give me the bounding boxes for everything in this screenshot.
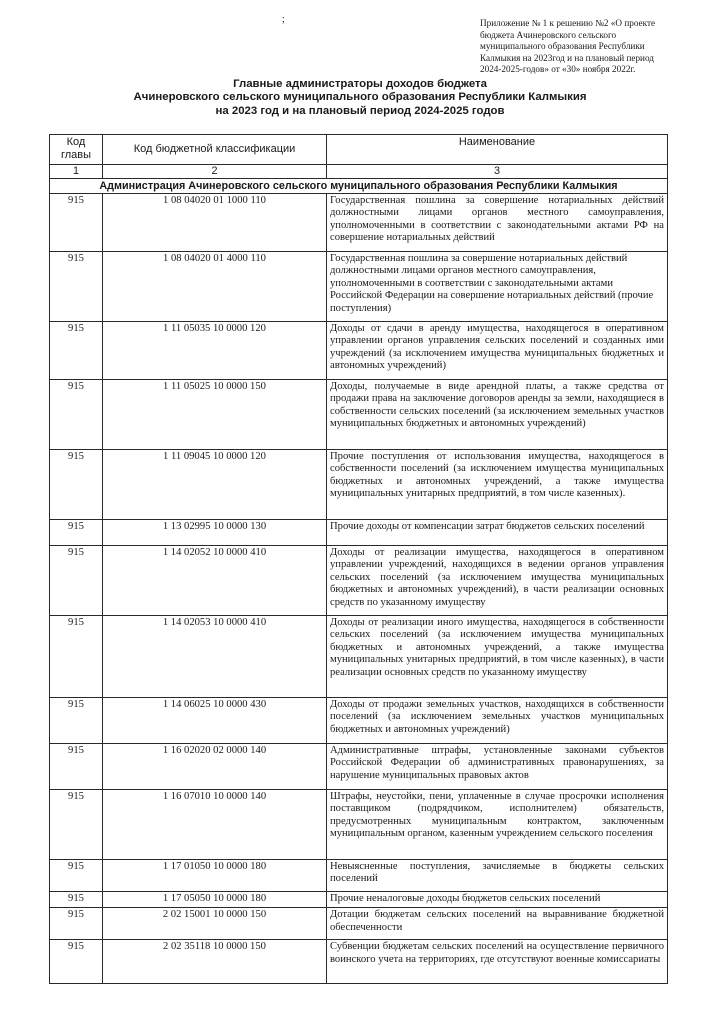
- code-cell: 1 16 07010 10 0000 140: [103, 790, 327, 860]
- chapter-cell: 915: [50, 194, 103, 252]
- table-row: [50, 194, 668, 252]
- name-cell: Прочие поступления от использования имущества, находящегося в собственности поселений (за исключением имущества муниципальных бюджетных и автономных учреждений, а также имущества муниципальных унитарных предприятий, в том числе казенных).: [327, 450, 668, 520]
- table-row: [50, 450, 668, 520]
- table-row: [50, 380, 668, 450]
- chapter-cell: 915: [50, 790, 103, 860]
- code-cell: 2 02 15001 10 0000 150: [103, 908, 327, 940]
- chapter-cell: 915: [50, 520, 103, 546]
- code-cell: 1 17 05050 10 0000 180: [103, 892, 327, 908]
- name-cell: Доходы, получаемые в виде арендной платы, а также средства от продажи права на заключение договоров аренды за земли, находящиеся в собственности сельских поселений (за исключением земельных участков муниципальных бюджетных и автономных учреждений): [327, 380, 668, 450]
- name-cell: Прочие доходы от компенсации затрат бюджетов сельских поселений: [327, 520, 668, 546]
- chapter-cell: 915: [50, 860, 103, 892]
- name-cell: Невыясненные поступления, зачисляемые в бюджеты сельских поселений: [327, 860, 668, 892]
- name-cell: Доходы от реализации имущества, находящегося в оперативном управлении учреждений, находящихся в ведении органов управления сельских поселений (за исключением имущества муниципальных бюджетных и автономных учреждений), в части реализации основных средств по указанному имуществу: [327, 546, 668, 616]
- annex-line: Приложение № 1 к решению №2 «О проекте: [480, 18, 656, 28]
- header-chapter: Код главы: [50, 135, 103, 165]
- title-line: на 2023 год и на плановый период 2024-2025 годов: [215, 104, 505, 117]
- table-row: [50, 698, 668, 744]
- chapter-cell: 915: [50, 940, 103, 984]
- chapter-cell: 915: [50, 744, 103, 790]
- document-title: [90, 78, 630, 118]
- section-title: Администрация Ачинеровского сельского муниципального образования Республики Калмыкия: [50, 178, 668, 193]
- chapter-cell: 915: [50, 698, 103, 744]
- table-row: [50, 892, 668, 908]
- column-number: 3: [327, 165, 668, 179]
- name-cell: Государственная пошлина за совершение нотариальных действий должностными лицами органов местного самоуправления, уполномоченными в соответствии с законодательными актами Российской Федерации на совершение нотариальных действий (прочие поступления): [327, 252, 668, 322]
- code-cell: 2 02 35118 10 0000 150: [103, 940, 327, 984]
- code-cell: 1 13 02995 10 0000 130: [103, 520, 327, 546]
- header-row: [50, 135, 668, 165]
- header-name: Наименование: [327, 135, 668, 165]
- title-line: Ачинеровского сельского муниципального образования Республики Калмыкия: [133, 91, 587, 104]
- column-number: 2: [103, 165, 327, 179]
- name-cell: Доходы от продажи земельных участков, находящихся в собственности поселений (за исключением земельных участков муниципальных бюджетных и автономных учреждений): [327, 698, 668, 744]
- stray-mark: ;: [282, 14, 285, 25]
- name-cell: Административные штрафы, установленные законами субъектов Российской Федерации об административных правонарушениях, за нарушение муниципальных правовых актов: [327, 744, 668, 790]
- title-line: Главные администраторы доходов бюджета: [233, 78, 487, 90]
- chapter-cell: 915: [50, 252, 103, 322]
- name-cell: Штрафы, неустойки, пени, уплаченные в случае просрочки исполнения поставщиком (подрядчиком, исполнителем) обязательств, предусмотренных муниципальным контрактом, заключенным муниципальным органом, казенным учреждением сельского поселения: [327, 790, 668, 860]
- code-cell: 1 14 02053 10 0000 410: [103, 616, 327, 698]
- code-cell: 1 11 05035 10 0000 120: [103, 322, 327, 380]
- table-row: [50, 908, 668, 940]
- section-row: [50, 178, 668, 193]
- name-cell: Доходы от сдачи в аренду имущества, находящегося в оперативном управлении органов управления сельских поселений и созданных ими учреждений (за исключением имущества муниципальных бюджетных и автономных учреждений): [327, 322, 668, 380]
- chapter-cell: 915: [50, 908, 103, 940]
- chapter-cell: 915: [50, 380, 103, 450]
- table-row: [50, 252, 668, 322]
- annex-line: муниципального образования Республики: [480, 41, 645, 52]
- chapter-cell: 915: [50, 892, 103, 908]
- name-cell: Государственная пошлина за совершение нотариальных действий должностными лицами органов местного самоуправления, уполномоченными в соответствии с законодательными актами РФ на совершение нотариальных действий: [327, 194, 668, 252]
- revenue-administrators-table: [49, 134, 668, 984]
- table-row: [50, 860, 668, 892]
- chapter-cell: 915: [50, 616, 103, 698]
- code-cell: 1 14 06025 10 0000 430: [103, 698, 327, 744]
- name-cell: Прочие неналоговые доходы бюджетов сельских поселений: [327, 892, 668, 908]
- code-cell: 1 16 02020 02 0000 140: [103, 744, 327, 790]
- table-row: [50, 520, 668, 546]
- name-cell: Доходы от реализации иного имущества, находящегося в собственности сельских поселений (за исключением имущества муниципальных бюджетных и автономных учреждений, а также имущества муниципальных унитарных предприятий, в том числе казенных), в части реализации основных средств по указанному имуществу: [327, 616, 668, 698]
- code-cell: 1 08 04020 01 1000 110: [103, 194, 327, 252]
- annex-line: 2024-2025-годов» от «30» ноября 2022г.: [480, 64, 636, 75]
- table-row: [50, 940, 668, 984]
- column-number-row: [50, 165, 668, 179]
- chapter-cell: 915: [50, 322, 103, 380]
- annex-line: бюджета Ачинеровского сельского: [480, 29, 617, 40]
- name-cell: Субвенции бюджетам сельских поселений на осуществление первичного воинского учета на территориях, где отсутствуют военные комиссариаты: [327, 940, 668, 984]
- header-code: Код бюджетной классификации: [103, 135, 327, 165]
- code-cell: 1 11 05025 10 0000 150: [103, 380, 327, 450]
- chapter-cell: 915: [50, 546, 103, 616]
- table-row: [50, 616, 668, 698]
- code-cell: 1 17 01050 10 0000 180: [103, 860, 327, 892]
- code-cell: 1 14 02052 10 0000 410: [103, 546, 327, 616]
- column-number: 1: [50, 165, 103, 179]
- chapter-cell: 915: [50, 450, 103, 520]
- annex-line: Калмыкия на 2023год и на плановый период: [480, 52, 654, 63]
- code-cell: 1 11 09045 10 0000 120: [103, 450, 327, 520]
- table-row: [50, 322, 668, 380]
- table-row: [50, 744, 668, 790]
- table-row: [50, 790, 668, 860]
- name-cell: Дотации бюджетам сельских поселений на выравнивание бюджетной обеспеченности: [327, 908, 668, 940]
- annex-note: [480, 18, 694, 76]
- code-cell: 1 08 04020 01 4000 110: [103, 252, 327, 322]
- table-row: [50, 546, 668, 616]
